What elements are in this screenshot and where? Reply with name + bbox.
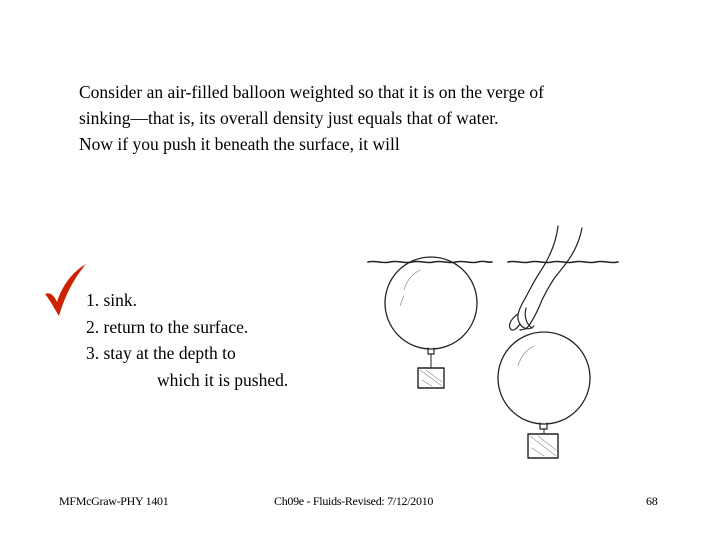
question-line-2: sinking—that is, its overall density just equals that of water. xyxy=(79,108,499,128)
water-surface-left xyxy=(368,261,492,262)
answer-option-3-continued: which it is pushed. xyxy=(157,369,289,390)
submerged-balloon xyxy=(498,332,590,424)
answer-option-2[interactable]: 2. return to the surface. xyxy=(86,316,249,337)
answer-list xyxy=(86,287,288,393)
floating-balloon xyxy=(385,257,477,349)
question-line-1: Consider an air-filled balloon weighted so that it is on the verge of xyxy=(79,82,544,102)
question-line-3: Now if you push it beneath the surface, it will xyxy=(79,134,400,154)
question-text xyxy=(79,79,639,157)
answer-option-1[interactable]: 1. sink. xyxy=(86,290,138,310)
water-surface-right xyxy=(508,261,618,262)
balloon-illustration xyxy=(360,220,620,470)
footer-course: MFMcGraw-PHY 1401 xyxy=(59,494,169,508)
pushing-hand xyxy=(509,226,582,330)
footer-chapter: Ch09e - Fluids-Revised: 7/12/2010 xyxy=(274,494,434,508)
footer-page-number: 68 xyxy=(646,494,658,508)
answer-option-3[interactable]: 3. stay at the depth to xyxy=(86,343,236,363)
checkmark-icon xyxy=(42,262,88,320)
